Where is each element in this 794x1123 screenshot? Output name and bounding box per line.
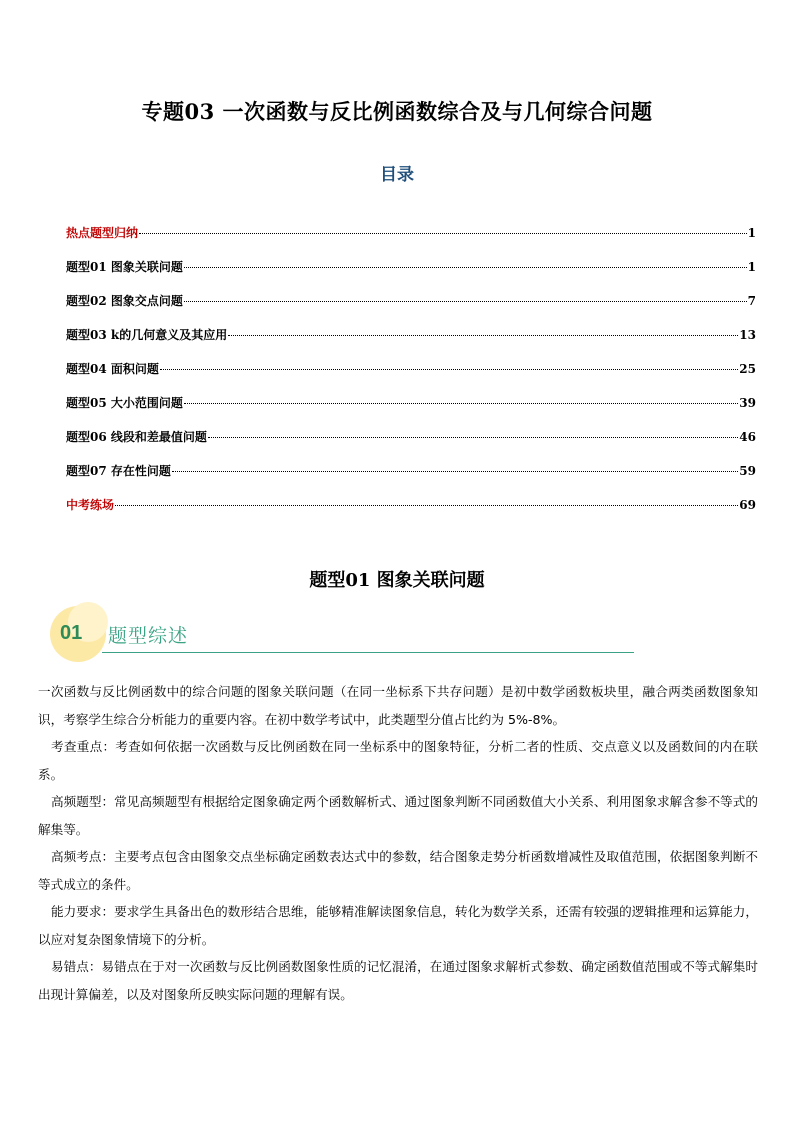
paragraph: 高频题型：常见高频题型有根据给定图象确定两个函数解析式、通过图象判断不同函数值大小关系、利用图象求解含参不等式的解集等。 xyxy=(38,794,758,837)
section-title: 题型01 图象关联问题 xyxy=(309,570,485,591)
toc-entry[interactable] xyxy=(66,428,756,462)
paragraph: 一次函数与反比例函数中的综合问题的图象关联问题（在同一坐标系下共存问题）是初中数学函数板块里，融合两类函数图象知识，考察学生综合分析能力的重要内容。在初中数学考试中，此类题型分值占比约为 5%-8%。 xyxy=(38,684,758,727)
banner-number: 01 xyxy=(60,622,83,644)
toc-entry[interactable] xyxy=(66,258,756,292)
toc-leader-dots xyxy=(208,437,738,438)
paragraph: 考查重点：考查如何依据一次函数与反比例函数在同一坐标系中的图象特征，分析二者的性质、交点意义以及函数间的内在联系。 xyxy=(38,739,758,782)
toc-entry-label: 题型07 存在性问题 xyxy=(66,464,171,478)
overview-text xyxy=(38,678,758,1008)
toc-entry-page: 7 xyxy=(747,294,756,308)
section-banner xyxy=(46,602,636,664)
toc-entry[interactable] xyxy=(66,462,756,496)
toc-entry-page: 25 xyxy=(739,362,756,376)
toc-entry-label: 热点题型归纳 xyxy=(66,226,139,240)
toc-entry-label: 题型06 线段和差最值问题 xyxy=(66,430,207,444)
toc-entry-label: 题型05 大小范围问题 xyxy=(66,396,183,410)
toc-leader-dots xyxy=(184,267,747,268)
toc-entry-label: 中考练场 xyxy=(66,498,115,512)
toc-leader-dots xyxy=(228,335,738,336)
document-title: 专题03 一次函数与反比例函数综合及与几何综合问题 xyxy=(141,99,653,124)
toc-entry-page: 69 xyxy=(739,498,756,512)
banner-underline xyxy=(102,652,634,653)
toc-leader-dots xyxy=(160,369,738,370)
toc-entry-page: 59 xyxy=(739,464,756,478)
toc-entry[interactable] xyxy=(66,292,756,326)
toc-leader-dots xyxy=(139,233,747,234)
toc-entry-label: 题型01 图象关联问题 xyxy=(66,260,183,274)
toc-heading: 目录 xyxy=(380,165,414,185)
table-of-contents xyxy=(66,224,756,530)
toc-entry-page: 13 xyxy=(739,328,756,342)
toc-leader-dots xyxy=(184,403,738,404)
toc-entry-page: 1 xyxy=(747,226,756,240)
toc-entry-label: 题型04 面积问题 xyxy=(66,362,159,376)
banner-title: 题型综述 xyxy=(108,625,189,647)
toc-leader-dots xyxy=(115,505,738,506)
toc-entry-page: 46 xyxy=(739,430,756,444)
toc-entry-label: 题型02 图象交点问题 xyxy=(66,294,183,308)
paragraph: 高频考点：主要考点包含由图象交点坐标确定函数表达式中的参数，结合图象走势分析函数增减性及取值范围，依据图象判断不等式成立的条件。 xyxy=(38,849,758,892)
toc-entry[interactable] xyxy=(66,360,756,394)
toc-entry[interactable] xyxy=(66,394,756,428)
paragraph: 易错点：易错点在于对一次函数与反比例函数图象性质的记忆混淆，在通过图象求解析式参数、确定函数值范围或不等式解集时出现计算偏差，以及对图象所反映实际问题的理解有误。 xyxy=(38,959,758,1002)
toc-entry[interactable] xyxy=(66,496,756,530)
toc-entry[interactable] xyxy=(66,224,756,258)
toc-leader-dots xyxy=(172,471,738,472)
toc-entry[interactable] xyxy=(66,326,756,360)
paragraph: 能力要求：要求学生具备出色的数形结合思维，能够精准解读图象信息，转化为数学关系，还需有较强的逻辑推理和运算能力，以应对复杂图象情境下的分析。 xyxy=(38,904,758,947)
toc-entry-page: 39 xyxy=(739,396,756,410)
toc-entry-page: 1 xyxy=(747,260,756,274)
toc-leader-dots xyxy=(184,301,747,302)
toc-entry-label: 题型03 k的几何意义及其应用 xyxy=(66,328,228,342)
